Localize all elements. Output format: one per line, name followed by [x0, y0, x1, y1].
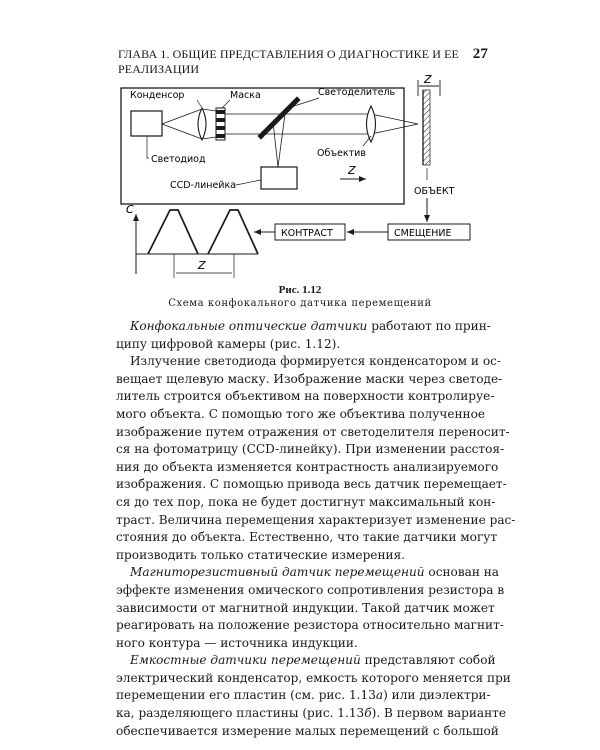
object-label: ОБЪЕКТ [414, 186, 455, 197]
graph-c-axis-label: C [126, 203, 134, 216]
condenser-lens [198, 108, 206, 140]
text-line: ся до тех пор, пока не будет достигнут максимальный кон- [116, 494, 496, 509]
text-line: стояния до объекта. Естественно, что такие датчики могут [116, 530, 498, 545]
figure-caption: Схема конфокального датчика перемещений [168, 298, 432, 309]
text-line: изображения. С помощью привода весь датчик перемещает- [116, 477, 507, 492]
text-line: эффекте изменения омического сопротивления резистора в [116, 582, 505, 597]
objective-lens [367, 106, 376, 142]
text-line: производить только статические измерения. [116, 547, 406, 562]
figure-confocal-sensor [118, 70, 488, 300]
text-line: перемещении его пластин (см. рис. 1.13а) или диэлектри- [116, 688, 491, 703]
text-line: реагировать на положение резистора относительно магнит- [116, 618, 504, 633]
z-inner-label: Z [348, 164, 356, 177]
contrast-peak-1 [148, 210, 198, 254]
page-number: 27 [472, 46, 488, 62]
graph-z-label: Z [198, 259, 206, 272]
text-line: Магниторезистивный датчик перемещений основан на [130, 565, 500, 580]
text-line: зависимости от магнитной индукции. Такой датчик может [116, 600, 495, 615]
text-line: Емкостные датчики перемещений представляют собой [130, 653, 496, 668]
confocal-sensor-diagram [118, 70, 488, 300]
beam-splitter-label: Светоделитель [318, 87, 396, 98]
figure-number: Рис. 1.12 [278, 284, 322, 296]
contrast-peak-2 [208, 210, 258, 254]
text-line: ного контура — источника индукции. [116, 635, 358, 650]
ccd-label: CCD-линейка [170, 180, 237, 191]
led-box [131, 111, 162, 136]
text-line: Конфокальные оптические датчики работают по прин- [130, 319, 491, 333]
text-line: траст. Величина перемещения характеризует изменение рас- [116, 512, 516, 527]
text-line: ципу цифровой камеры (рис. 1.12). [116, 336, 341, 351]
object-plate [423, 90, 430, 165]
contrast-label: КОНТРАСТ [281, 228, 333, 239]
beam-splitter [257, 96, 300, 139]
text-line: электрический конденсатор, емкость которого меняется при [116, 670, 511, 685]
z-range-label: Z [424, 73, 432, 86]
led-label: Светодиод [151, 154, 206, 165]
objective-label: Объектив [317, 148, 366, 159]
text-line: ся на фотоматрицу (CCD-линейку). При изменении расстоя- [116, 442, 505, 457]
text-line: мого объекта. С помощью того же объектива полученное [116, 406, 486, 421]
body-text [116, 318, 516, 740]
condenser-label: Конденсор [130, 90, 185, 101]
text-line: изображение путем отражения от светоделителя переносит- [116, 424, 510, 439]
text-line: литель строится объективом на поверхности контролируе- [116, 389, 495, 404]
displacement-label: СМЕЩЕНИЕ [394, 228, 452, 239]
chapter-title: ГЛАВА 1. ОБЩИЕ ПРЕДСТАВЛЕНИЯ О ДИАГНОСТИКЕ И ЕЕ РЕАЛИЗАЦИИ [118, 47, 459, 76]
text-line: Излучение светодиода формируется конденсатором и ос- [130, 354, 501, 369]
text-line: обеспечивается измерение малых перемещений с большой [116, 723, 499, 738]
text-line: ка, разделяющего пластины (рис. 1.13б). В первом варианте [116, 706, 507, 721]
text-line: ния до объекта изменяется контрастность анализируемого [116, 459, 499, 474]
mask-label: Маска [230, 90, 261, 101]
text-line: вещает щелевую маску. Изображение маски через светоде- [116, 371, 503, 386]
ccd-box [261, 167, 297, 189]
